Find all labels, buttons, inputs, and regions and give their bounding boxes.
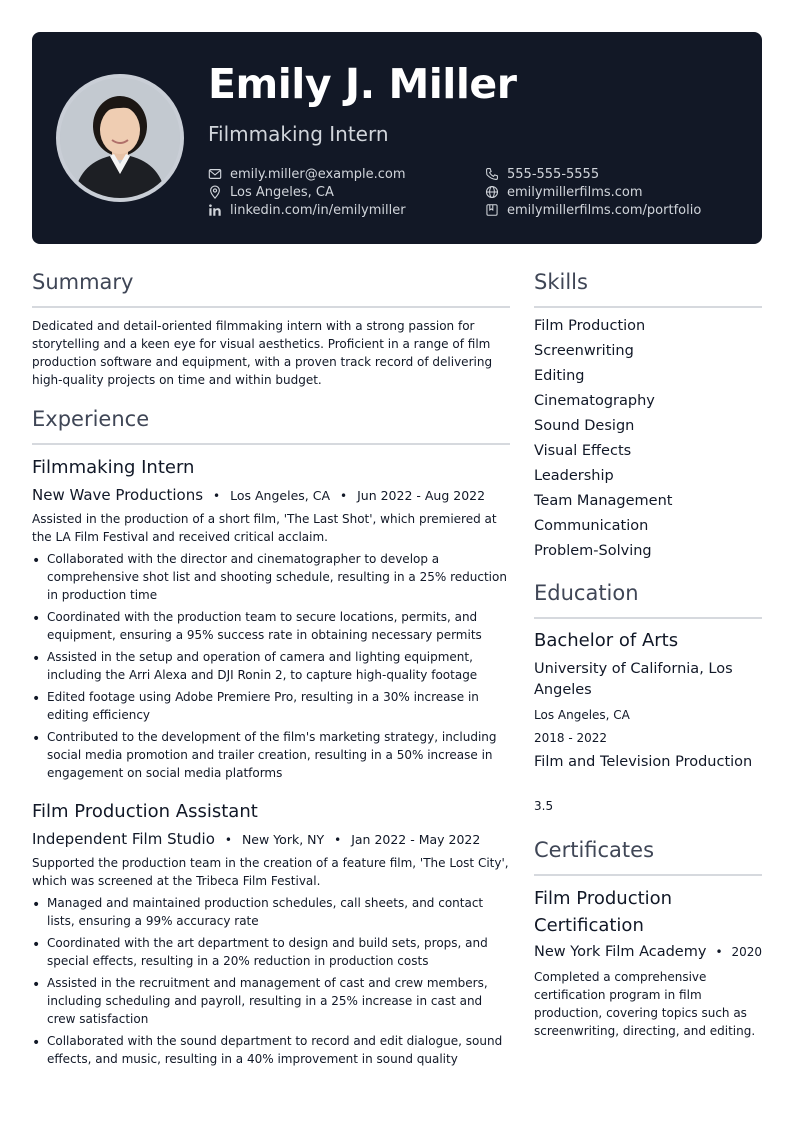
list-item: • Managed and maintained production schedules, call sheets, and contact lists, ensuring a 99% accuracy rate [32,894,510,930]
list-item: • Assisted in the setup and operation of camera and lighting equipment, including the Arri Alexa and DJI Ronin 2, to capture high-quality footage [32,648,510,684]
phone-icon [485,167,499,181]
resume-header [32,32,762,244]
certificates-divider [534,874,762,876]
experience-heading: Experience [32,407,150,431]
linkedin-icon [208,203,222,217]
contact-phone[interactable] [485,165,599,183]
certificate-name: Film Production Certification [534,888,673,936]
job-bullets [32,894,510,1072]
contact-linkedin[interactable] [208,201,406,219]
job-dates: Jun 2022 - Aug 2022 [357,488,486,503]
skill-item: Visual Effects [534,443,632,459]
job-title: Film Production Assistant [32,801,258,822]
separator-dot: • [334,833,342,847]
summary-text: Dedicated and detail-oriented filmmaking intern with a strong passion for storytelling and a keen eye for visual aesthetics. Proficient in a range of film production software and equipment, with a proven track record of delivering high-quality projects on time and within budget. [32,319,493,387]
list-item: • Contributed to the development of the film's marketing strategy, including social media promotion and trailer creation, resulting in a 50% increase in engagement on social media platforms [32,728,510,782]
education-field: Film and Television Production [534,754,753,770]
email-text: emily.miller@example.com [230,166,406,182]
skill-item: Cinematography [534,393,655,409]
phone-text: 555-555-5555 [507,166,600,182]
certificates-heading: Certificates [534,838,655,862]
education-dates: 2018 - 2022 [534,731,608,745]
linkedin-text: linkedin.com/in/emilymiller [230,202,406,218]
job-description: Assisted in the production of a short film, 'The Last Shot', which premiered at the LA Film Festival and received critical acclaim. [32,512,497,544]
mail-icon [208,167,222,181]
skills-heading: Skills [534,270,588,294]
job-dates: Jan 2022 - May 2022 [351,832,481,847]
education-heading: Education [534,581,639,605]
contact-portfolio[interactable] [485,201,701,219]
skill-item: Sound Design [534,418,635,434]
portfolio-text: emilymillerfilms.com/portfolio [507,202,702,218]
summary-divider [32,306,510,308]
globe-icon [485,185,499,199]
skill-item: Communication [534,518,649,534]
skill-item: Screenwriting [534,343,634,359]
job-description: Supported the production team in the creation of a feature film, 'The Lost City', which was screened at the Tribeca Film Festival. [32,856,509,888]
list-item: • Coordinated with the art department to design and build sets, props, and special effects, resulting in a 20% reduction in production costs [32,934,510,970]
skill-item: Editing [534,368,585,384]
job-company: New Wave Productions [32,486,204,504]
candidate-role: Filmmaking Intern [208,122,389,146]
certificate-description: Completed a comprehensive certification program in film production, covering topics such as screenwriting, directing, and editing. [534,970,756,1038]
job-title: Filmmaking Intern [32,457,195,478]
website-text: emilymillerfilms.com [507,184,643,200]
education-location: Los Angeles, CA [534,708,630,722]
certificate-year: 2020 [731,945,763,959]
skills-divider [534,306,762,308]
separator-dot: • [340,489,348,503]
profile-photo [60,78,180,198]
education-degree: Bachelor of Arts [534,630,679,651]
separator-dot: • [715,945,723,959]
contact-email[interactable] [208,165,406,183]
certificate-meta [534,944,762,960]
contact-location [208,183,334,201]
candidate-name: Emily J. Miller [208,60,517,108]
separator-dot: • [224,833,232,847]
job-location: New York, NY [241,832,325,847]
location-text: Los Angeles, CA [230,184,334,200]
list-item: • Collaborated with the director and cinematographer to develop a comprehensive shot list and shooting schedule, resulting in a 25% reduction in production time [32,550,510,604]
job-location: Los Angeles, CA [230,488,331,503]
summary-heading: Summary [32,270,134,294]
list-item: • Collaborated with the sound department to record and edit dialogue, sound effects, and music, resulting in a 40% improvement in sound quality [32,1032,510,1068]
location-pin-icon [208,185,222,199]
education-gpa: 3.5 [534,799,554,813]
education-divider [534,617,762,619]
list-item: • Edited footage using Adobe Premiere Pro, resulting in a 30% increase in editing efficiency [32,688,510,724]
separator-dot: • [213,489,221,503]
job-meta [32,486,485,504]
skill-item: Leadership [534,468,614,484]
skill-item: Film Production [534,318,646,334]
certificate-issuer: New York Film Academy [534,944,707,960]
job-company: Independent Film Studio [32,830,215,848]
job-meta [32,830,480,848]
portfolio-icon [485,203,499,217]
avatar [56,74,184,202]
contact-website[interactable] [485,183,643,201]
experience-divider [32,443,510,445]
list-item: • Assisted in the recruitment and management of cast and crew members, including scheduling and payroll, resulting in a 25% increase in cast and crew satisfaction [32,974,510,1028]
skill-item: Team Management [534,493,673,509]
skill-item: Problem-Solving [534,543,652,559]
list-item: • Coordinated with the production team to secure locations, permits, and equipment, ensuring a 95% success rate in obtaining necessary permits [32,608,510,644]
education-school: University of California, Los Angeles [534,661,733,698]
job-bullets [32,550,510,786]
